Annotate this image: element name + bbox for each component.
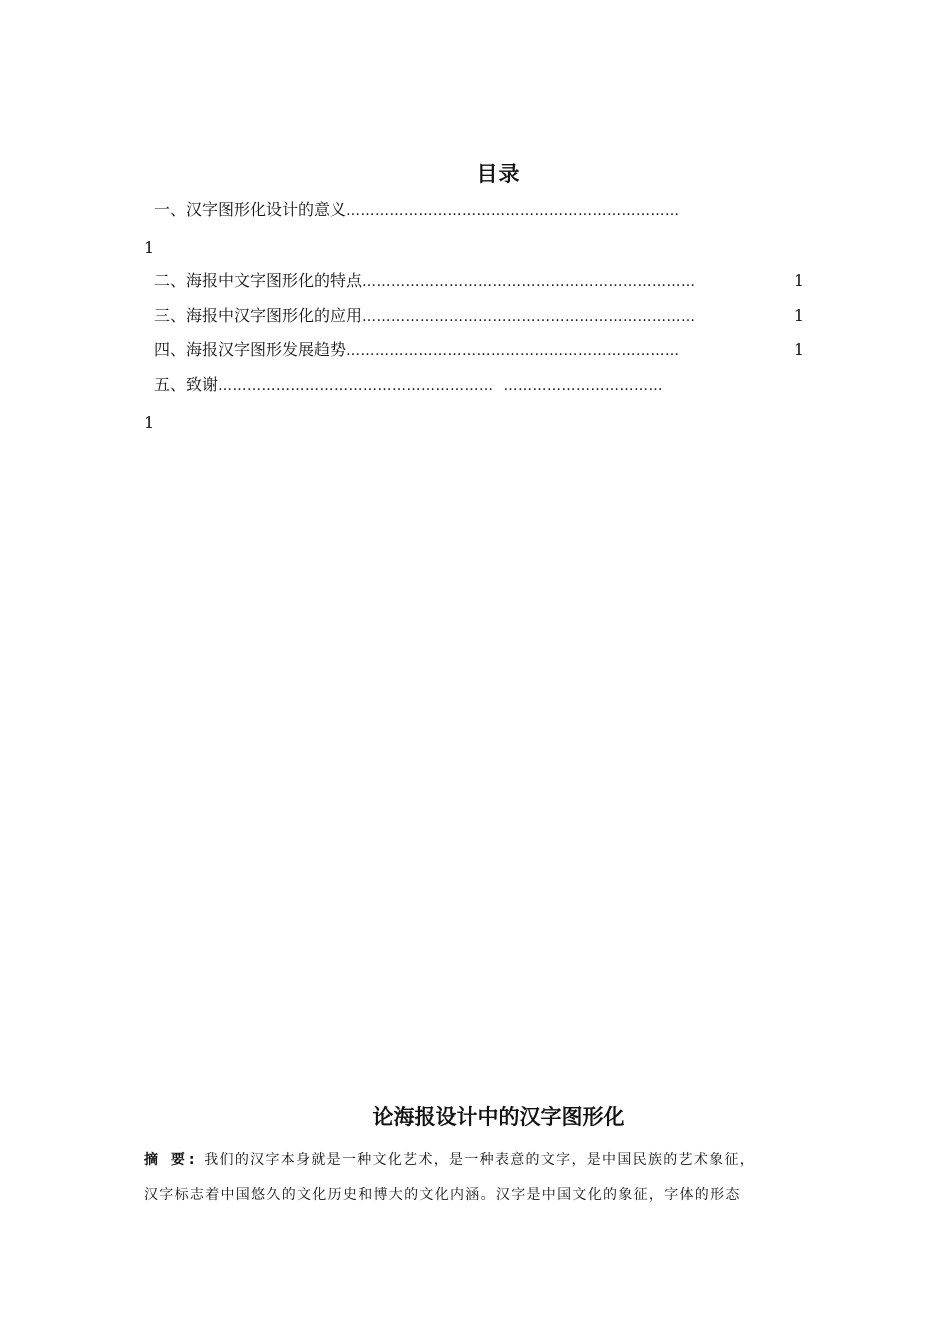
abstract-text: 汉字标志着中国悠久的文化历史和博大的文化内涵。汉字是中国文化的象征，字体的形态 <box>144 1187 741 1203</box>
toc-leader-dots: …………………………… <box>503 378 664 394</box>
toc-entry-page-number: 1 <box>144 238 155 257</box>
toc-entry[interactable] <box>154 198 804 222</box>
toc-title: 目录 <box>476 162 521 186</box>
abstract-line <box>144 1185 814 1205</box>
toc-entry-page-number: 1 <box>793 271 804 290</box>
toc-entry[interactable] <box>154 338 804 362</box>
toc-leader-dots: ………………………………………………… <box>218 378 494 394</box>
abstract-text: 我们的汉字本身就是一种文化艺术，是一种表意的文字，是中国民族的艺术象征， <box>204 1152 756 1168</box>
abstract-label: 摘 要: <box>144 1152 199 1168</box>
toc-entry[interactable] <box>154 373 804 397</box>
abstract-line <box>144 1150 814 1170</box>
toc-entry-label: 四、海报汉字图形发展趋势 <box>154 340 347 359</box>
toc-leader-dots: …………………………………………………………… <box>362 309 696 325</box>
toc-entry-label: 五、致谢 <box>154 375 219 394</box>
article-title: 论海报设计中的汉字图形化 <box>372 1105 625 1129</box>
toc-entry[interactable] <box>154 269 804 293</box>
toc-entry[interactable] <box>154 304 804 328</box>
toc-entry-page-number: 1 <box>144 413 155 432</box>
toc-entry-label: 一、汉字图形化设计的意义 <box>154 200 347 219</box>
toc-leader-dots: …………………………………………………………… <box>346 203 680 219</box>
toc-entry-page-number: 1 <box>793 306 804 325</box>
toc-leader-dots: …………………………………………………………… <box>346 343 680 359</box>
toc-entry-label: 三、海报中汉字图形化的应用 <box>154 306 363 325</box>
toc-entry-page-number: 1 <box>793 340 804 359</box>
toc-entry-label: 二、海报中文字图形化的特点 <box>154 271 363 290</box>
toc-leader-dots: …………………………………………………………… <box>362 274 696 290</box>
